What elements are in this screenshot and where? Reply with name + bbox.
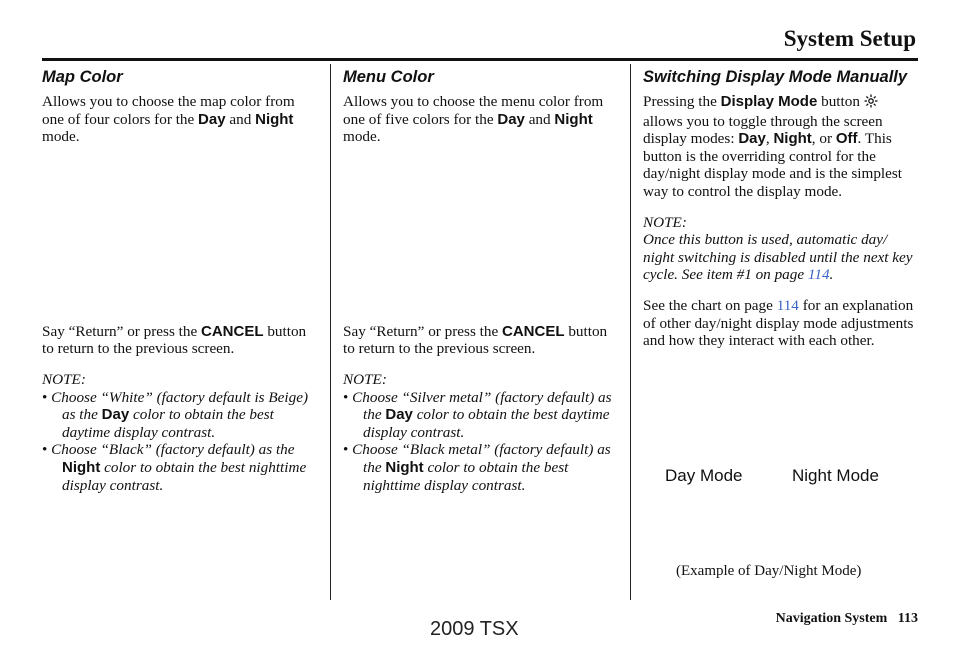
say-text: button to return to the previous screen. [343, 322, 608, 358]
note-end: . [829, 266, 834, 284]
column-divider-1 [330, 64, 331, 600]
return-instruction [42, 323, 312, 358]
screen-image-area [42, 146, 312, 323]
day-keyword: Day [738, 130, 766, 148]
sun-moon-icon [864, 94, 898, 113]
note-list [42, 389, 312, 495]
column-divider-2 [630, 64, 631, 600]
display-mode-section [643, 67, 921, 350]
day-mode-label: Day Mode [665, 466, 743, 485]
section-name: Navigation System [775, 611, 888, 626]
night-keyword: Night [773, 130, 812, 148]
bullet-text: Choose “Black metal” (factory default) as the [352, 441, 611, 476]
intro-text: allows you to toggle through the screen display modes: [643, 112, 883, 148]
note-text [643, 231, 921, 284]
note-label: NOTE: [643, 213, 687, 231]
night-keyword: Night [62, 458, 101, 476]
menu-color-heading: Menu Color [343, 68, 434, 86]
day-keyword: Day [385, 406, 413, 424]
say-text: Say “Return” or press the [343, 322, 503, 340]
screen-image-area [343, 146, 615, 323]
night-keyword: Night [385, 458, 424, 476]
day-keyword: Day [101, 406, 130, 424]
say-text: button to return to the previous screen. [42, 322, 307, 358]
reference-text: for an explanation of other day/night display mode adjustments and how they interact with each other. [643, 296, 914, 350]
bullet-text: color to obtain the best nighttime display contrast. [62, 458, 307, 494]
intro-text: mode. [42, 128, 80, 146]
page-number: 113 [897, 611, 918, 626]
note-label: NOTE: [343, 370, 387, 388]
chart-reference [643, 297, 921, 350]
separator-text: , [765, 130, 774, 148]
bullet-text: Choose “Silver metal” (factory default) as the [352, 388, 612, 424]
cancel-keyword: CANCEL [201, 322, 264, 340]
intro-text: button [817, 93, 864, 110]
intro-text: mode. [343, 128, 381, 146]
return-instruction [343, 323, 615, 358]
note-list [343, 389, 615, 495]
note-label: NOTE: [42, 370, 86, 388]
menu-color-section [343, 67, 615, 494]
footer-page-label [776, 611, 918, 627]
figure-caption: (Example of Day/Night Mode) [676, 563, 862, 579]
bullet-text: Choose “White” (factory default is Beige) as the [51, 388, 309, 424]
menu-color-intro [343, 93, 615, 146]
display-mode-intro [643, 93, 921, 201]
intro-text: . This button is the overriding control for the day/night display mode and is the simplest way to control the display mode. [643, 130, 903, 200]
map-color-heading: Map Color [42, 68, 123, 86]
separator-text: , or [811, 130, 836, 148]
say-text: Say “Return” or press the [42, 322, 202, 340]
page-title: System Setup [783, 26, 916, 51]
page-link[interactable]: 114 [776, 296, 799, 314]
night-keyword: Night [554, 110, 593, 128]
list-item [343, 441, 615, 494]
list-item [42, 389, 312, 442]
list-item [42, 441, 312, 494]
intro-text: Allows you to choose the menu color from one of five colors for the [343, 93, 604, 128]
day-keyword: Day [198, 110, 226, 128]
night-keyword: Night [255, 110, 294, 128]
off-keyword: Off [835, 130, 858, 148]
model-watermark: 2009 TSX [430, 618, 519, 640]
intro-text: Pressing the [643, 93, 721, 110]
bullet-text: color to obtain the best nighttime display contrast. [363, 458, 569, 494]
note-body: Once this button is used, automatic day/ night switching is disabled until the next key cycle. See item #1 on page [643, 231, 913, 284]
display-mode-keyword: Display Mode [720, 93, 818, 110]
night-mode-label: Night Mode [792, 466, 879, 485]
map-color-intro [42, 93, 312, 146]
reference-text: See the chart on page [643, 296, 777, 314]
intro-text: Allows you to choose the map color from one of four colors for the [42, 93, 295, 128]
map-color-section [42, 67, 312, 494]
cancel-keyword: CANCEL [502, 322, 565, 340]
bullet-text: color to obtain the best daytime display contrast. [62, 406, 274, 441]
bullet-text: Choose “Black” (factory default) as the [51, 441, 295, 459]
intro-text: and [225, 110, 256, 128]
header-rule [42, 58, 918, 61]
display-mode-heading: Switching Display Mode Manually [643, 68, 908, 86]
page-link[interactable]: 114 [807, 266, 830, 284]
list-item [343, 389, 615, 442]
day-keyword: Day [497, 110, 525, 128]
intro-text: and [524, 110, 555, 128]
bullet-text: color to obtain the best daytime display contrast. [363, 406, 610, 441]
